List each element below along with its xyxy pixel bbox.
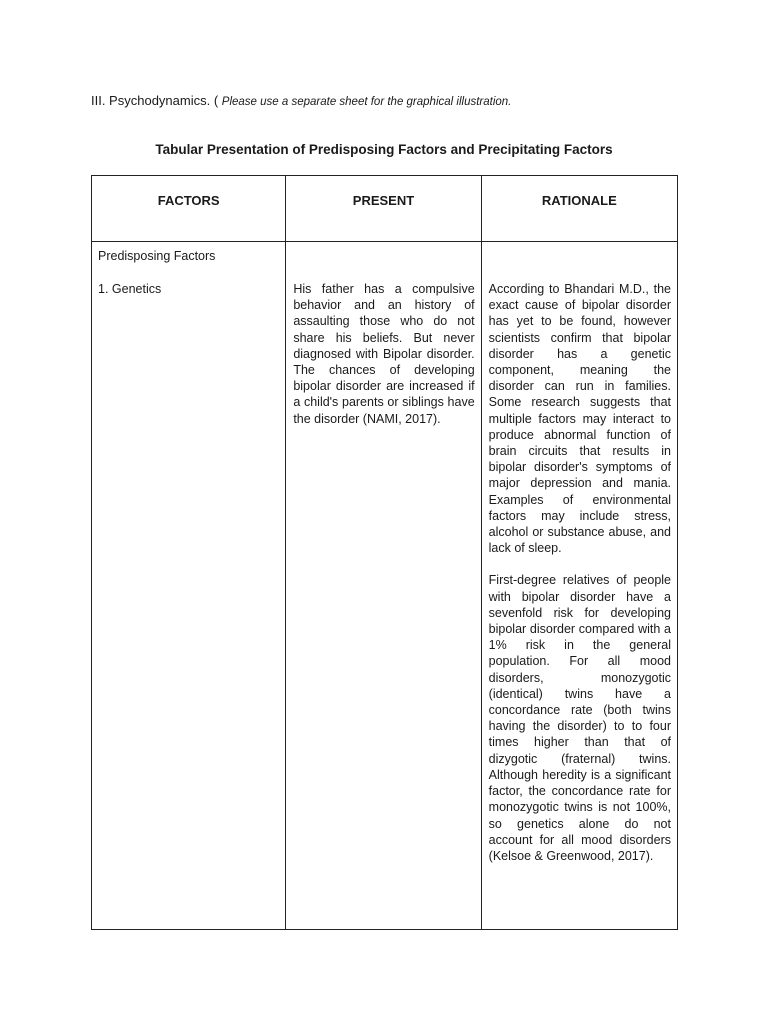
rationale-paragraph-1: According to Bhandari M.D., the exact cause of bipolar disorder has yet to be found, however scientists confirm that bipolar disorder has a genetic component, meaning the disorder can run in families. Some research suggests that multiple factors may interact to produce abnormal function of brain circuits that results in bipolar disorder's symptoms of major depression and mania. Examples of environmental factors may include stress, alcohol or substance abuse, and lack of sleep.: [488, 282, 671, 556]
table-title: Tabular Presentation of Predisposing Factors and Precipitating Factors: [155, 142, 613, 157]
header-factors: FACTORS: [92, 176, 286, 242]
present-text: His father has a compulsive behavior and an history of assaulting those who do not share his beliefs. But never diagnosed with Bipolar disorder. The chances of developing bipolar disorder are increased if a child's parents or siblings have the disorder (NAMI, 2017).: [293, 282, 475, 426]
rationale-paragraph-2: First-degree relatives of people with bipolar disorder have a sevenfold risk for developing bipolar disorder compared with a 1% risk in the general population. For all mood disorders, monozygotic (identical) twins have a concordance rate (both twins having the disorder) to to four times higher than that of dizygotic (fraternal) twins. Although heredity is a significant factor, the concordance rate for monozygotic twins is not 100%, so genetics alone do not account for all mood disorders (Kelsoe & Greenwood, 2017).: [488, 573, 671, 863]
section-heading: [91, 93, 511, 108]
table-header-row: [92, 176, 678, 242]
header-rationale: RATIONALE: [481, 176, 677, 242]
header-present: PRESENT: [286, 176, 481, 242]
section-heading-note: Please use a separate sheet for the graphical illustration.: [221, 96, 512, 108]
factor-cell: [92, 242, 286, 930]
factors-table: [91, 175, 678, 930]
present-cell: [286, 242, 481, 930]
rationale-cell: [481, 242, 677, 930]
section-label: Predisposing Factors: [98, 249, 216, 263]
section-heading-label: III. Psychodynamics. (: [91, 93, 219, 108]
table-row: [92, 242, 678, 930]
factor-name: 1. Genetics: [98, 282, 162, 297]
